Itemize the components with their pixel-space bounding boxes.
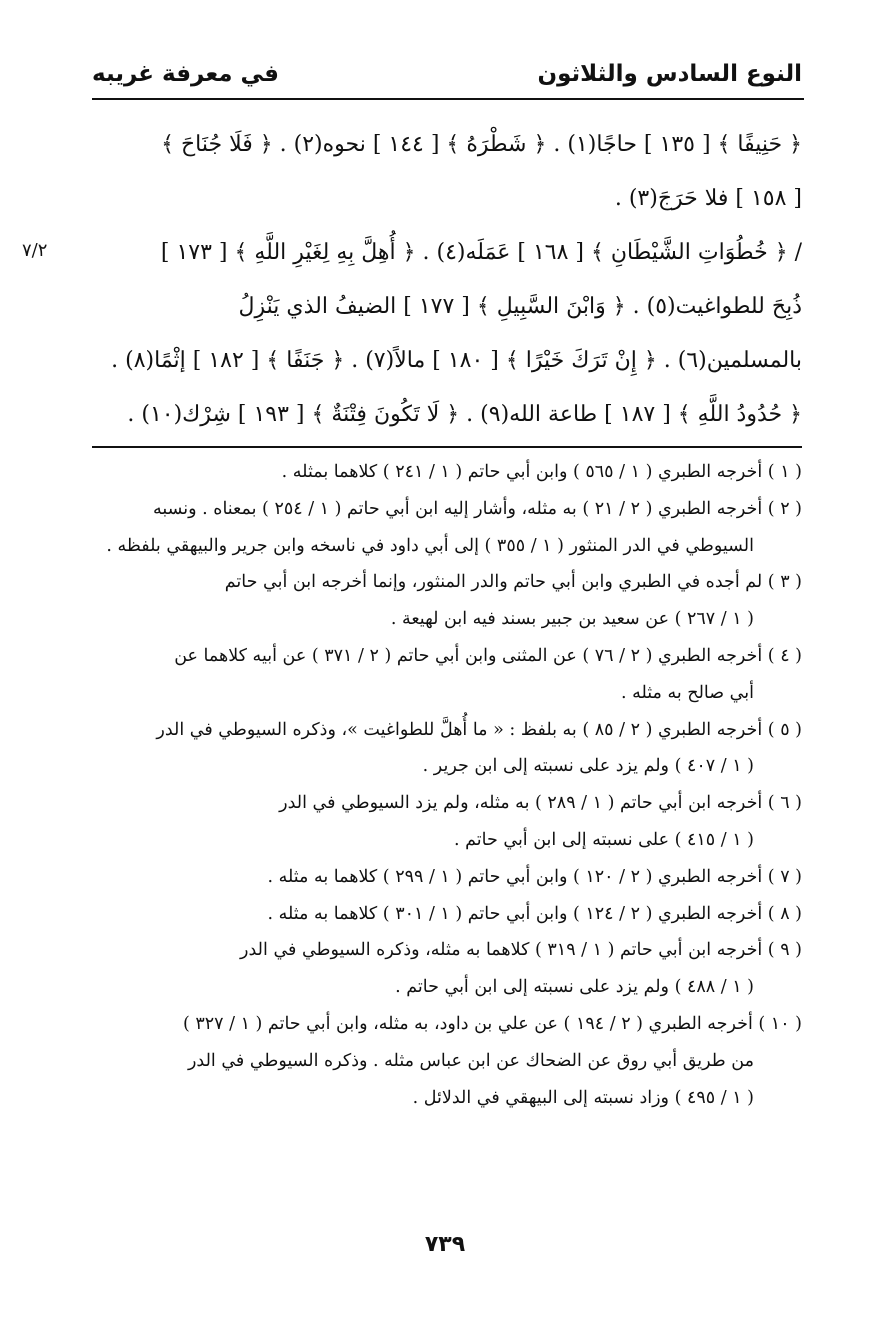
footnotes: [90, 454, 802, 1116]
text-line: [ ١٥٨ ] فلا حَرَجَ(٣) .: [614, 186, 802, 211]
footnote-line: ( ١ / ٤٨٨ ) ولم يزد على نسبته إلى ابن أبي حاتم .: [395, 977, 754, 998]
footnote-line: ( ٥ ) أخرجه الطبري ( ٢ / ٨٥ ) به بلفظ : « ما أُهلَّ للطواغيت »، وذكره السيوطي في الدر: [156, 719, 802, 740]
footnote-7: [90, 859, 802, 896]
footnote-line: من طريق أبي روق عن الضحاك عن ابن عباس مثله . وذكره السيوطي في الدر: [187, 1050, 754, 1071]
page-number: ٧٣٩: [424, 1232, 466, 1257]
footnote-8: [90, 896, 802, 933]
section-title: في معرفة غريبه: [92, 61, 279, 87]
footnote-5: [90, 712, 802, 786]
margin-folio-note: ٧/٢: [22, 240, 48, 261]
footnote-1: [90, 454, 802, 491]
footnote-2: [90, 491, 802, 565]
footnote-line: ( ١ / ٤١٥ ) على نسبته إلى ابن أبي حاتم .: [454, 829, 754, 850]
text-line: بالمسلمين(٦) . ﴿ إِنْ تَرَكَ خَيْرًا ﴾ [ ١٨٠ ] مالاً(٧) . ﴿ جَنَفًا ﴾ [ ١٨٢ ] إثْمًا(٨) .: [111, 348, 802, 373]
header-divider: [92, 98, 804, 100]
footnote-10: [90, 1006, 802, 1116]
text-line: ﴿ حُدُودُ اللَّهِ ﴾ [ ١٨٧ ] طاعة الله(٩) . ﴿ لَا تَكُونَ فِتْنَةٌ ﴾ [ ١٩٣ ] شِرْك(١٠) .: [127, 402, 802, 427]
footnote-line: ( ٩ ) أخرجه ابن أبي حاتم ( ١ / ٣١٩ ) كلاهما به مثله، وذكره السيوطي في الدر: [240, 940, 802, 961]
footnote-line: ( ٢ ) أخرجه الطبري ( ٢ / ٢١ ) به مثله، وأشار إليه ابن أبي حاتم ( ١ / ٢٥٤ ) بمعناه . ونسبه: [152, 498, 802, 519]
footnote-line: ( ١ / ٢٦٧ ) عن سعيد بن جبير بسند فيه ابن لهيعة .: [390, 609, 754, 630]
footnote-line: ( ١٠ ) أخرجه الطبري ( ٢ / ١٩٤ ) عن علي بن داود، به مثله، وابن أبي حاتم ( ١ / ٣٢٧ ): [182, 1013, 802, 1034]
footnote-line: أبي صالح به مثله .: [620, 682, 754, 703]
footnote-line: ( ٣ ) لم أجده في الطبري وابن أبي حاتم والدر المنثور، وإنما أخرجه ابن أبي حاتم: [224, 572, 802, 593]
footnote-line: السيوطي في الدر المنثور ( ١ / ٣٥٥ ) إلى أبي داود في ناسخه وابن جرير والبيهقي بلفظه .: [106, 535, 754, 556]
footnote-line: ( ١ / ٤٠٧ ) ولم يزد على نسبته إلى ابن جرير .: [422, 756, 754, 777]
footnote-line: ( ١ ) أخرجه الطبري ( ١ / ٥٦٥ ) وابن أبي حاتم ( ١ / ٢٤١ ) كلاهما بمثله .: [281, 462, 802, 482]
footnote-line: ( ١ / ٤٩٥ ) وزاد نسبته إلى البيهقي في الدلائل .: [412, 1087, 754, 1108]
main-text: [90, 118, 802, 442]
footnote-line: ( ٦ ) أخرجه ابن أبي حاتم ( ١ / ٢٨٩ ) به مثله، ولم يزد السيوطي في الدر: [279, 793, 802, 814]
footnote-6: [90, 785, 802, 859]
text-line: ذُبِحَ للطواغيت(٥) . ﴿ وَابْنَ السَّبِيلِ ﴾ [ ١٧٧ ] الضيفُ الذي يَنْزِلُ: [238, 294, 802, 319]
chapter-title: النوع السادس والثلاثون: [537, 61, 802, 87]
footnote-divider: [92, 446, 802, 448]
text-line: ﴿ حَنِيفًا ﴾ [ ١٣٥ ] حاجًا(١) . ﴿ شَطْرَهُ ﴾ [ ١٤٤ ] نحوه(٢) . ﴿ فَلَا جُنَاحَ ﴾: [161, 132, 802, 157]
text-line: / ﴿ خُطُوَاتِ الشَّيْطَانِ ﴾ [ ١٦٨ ] عَمَلَه(٤) . ﴿ أُهِلَّ بِهِ لِغَيْرِ اللَّهِ ﴾ [ ١٧٣ ]: [160, 240, 802, 265]
footnote-line: ( ٤ ) أخرجه الطبري ( ٢ / ٧٦ ) عن المثنى وابن أبي حاتم ( ٢ / ٣٧١ ) عن أبيه كلاهما عن: [174, 645, 802, 666]
footnote-line: ( ٨ ) أخرجه الطبري ( ٢ / ١٢٤ ) وابن أبي حاتم ( ١ / ٣٠١ ) كلاهما به مثله .: [267, 903, 802, 924]
footnote-9: [90, 932, 802, 1006]
running-header: [92, 52, 802, 96]
footnote-4: [90, 638, 802, 712]
footnote-3: [90, 564, 802, 638]
footnote-line: ( ٧ ) أخرجه الطبري ( ٢ / ١٢٠ ) وابن أبي حاتم ( ١ / ٢٩٩ ) كلاهما به مثله .: [267, 866, 802, 887]
